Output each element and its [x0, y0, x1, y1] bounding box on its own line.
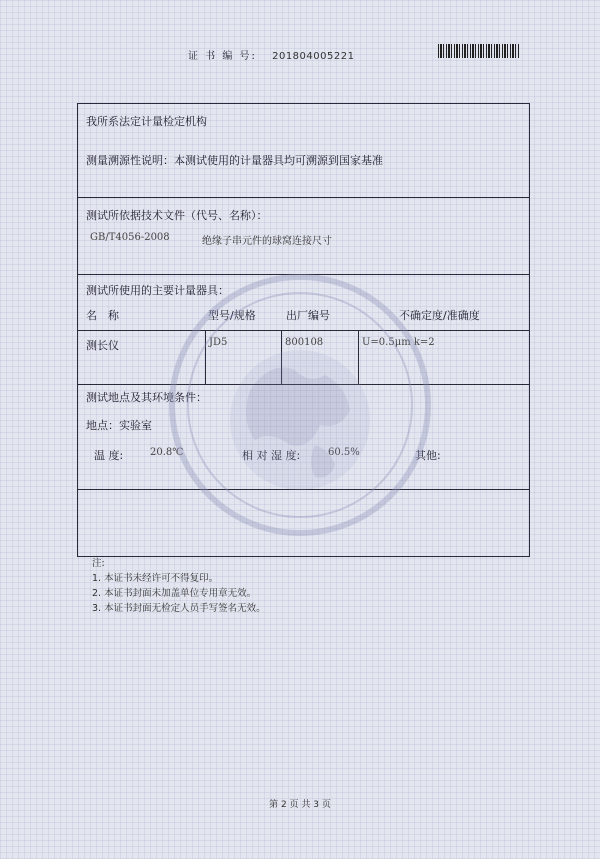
column-header-model: 型号/规格 — [208, 309, 256, 322]
column-header-name: 名 称 — [86, 309, 119, 322]
notes-title: 注: — [92, 558, 105, 569]
temperature-label: 温 度: — [94, 449, 124, 462]
instruments-title: 测试所使用的主要计量器具： — [86, 284, 229, 297]
instrument-uncertainty: U=0.5μm k=2 — [362, 337, 435, 348]
temperature-value: 20.8℃ — [150, 447, 184, 458]
divider — [78, 489, 529, 490]
env-title: 测试地点及其环境条件： — [86, 391, 207, 404]
column-header-uncertainty: 不确定度/准确度 — [399, 309, 480, 322]
note-item: 2. 本证书封面未加盖单位专用章无效。 — [92, 588, 257, 599]
humidity-value: 60.5% — [328, 447, 360, 458]
note-item: 1. 本证书未经许可不得复印。 — [92, 573, 219, 584]
cert-number-value: 201804005221 — [272, 51, 355, 62]
location-value: 实验室 — [119, 419, 152, 432]
location-line — [86, 417, 152, 433]
certificate-table — [77, 103, 530, 557]
instrument-serial: 800108 — [285, 337, 324, 348]
divider — [358, 330, 359, 384]
cert-number-label: 证 书 编 号: — [188, 51, 257, 62]
instrument-name: 测长仪 — [86, 339, 119, 352]
tech-doc-code: GB/T4056-2008 — [90, 232, 170, 243]
divider — [78, 274, 529, 275]
note-item: 3. 本证书封面无检定人员手写签名无效。 — [92, 603, 266, 614]
location-label: 地点： — [86, 419, 119, 432]
other-label: 其他: — [415, 449, 441, 462]
tech-docs-title: 测试所依据技术文件（代号、名称）： — [86, 209, 268, 222]
humidity-label: 相 对 湿 度: — [242, 449, 301, 462]
traceability-statement: 测量溯源性说明：本测试使用的计量器具均可溯源到国家基准 — [86, 154, 383, 167]
divider — [205, 330, 206, 384]
divider — [281, 330, 282, 384]
divider — [78, 197, 529, 198]
org-statement: 我所系法定计量检定机构 — [86, 115, 207, 128]
column-header-serial: 出厂编号 — [286, 309, 330, 322]
divider — [78, 384, 529, 385]
barcode — [438, 44, 520, 58]
page-number: 第 2 页 共 3 页 — [269, 800, 331, 810]
divider — [78, 330, 529, 331]
cert-number-line — [188, 47, 354, 62]
tech-doc-name: 绝缘子串元件的球窝连接尺寸 — [202, 236, 332, 247]
notes — [92, 556, 266, 616]
instrument-model: JD5 — [209, 337, 228, 348]
